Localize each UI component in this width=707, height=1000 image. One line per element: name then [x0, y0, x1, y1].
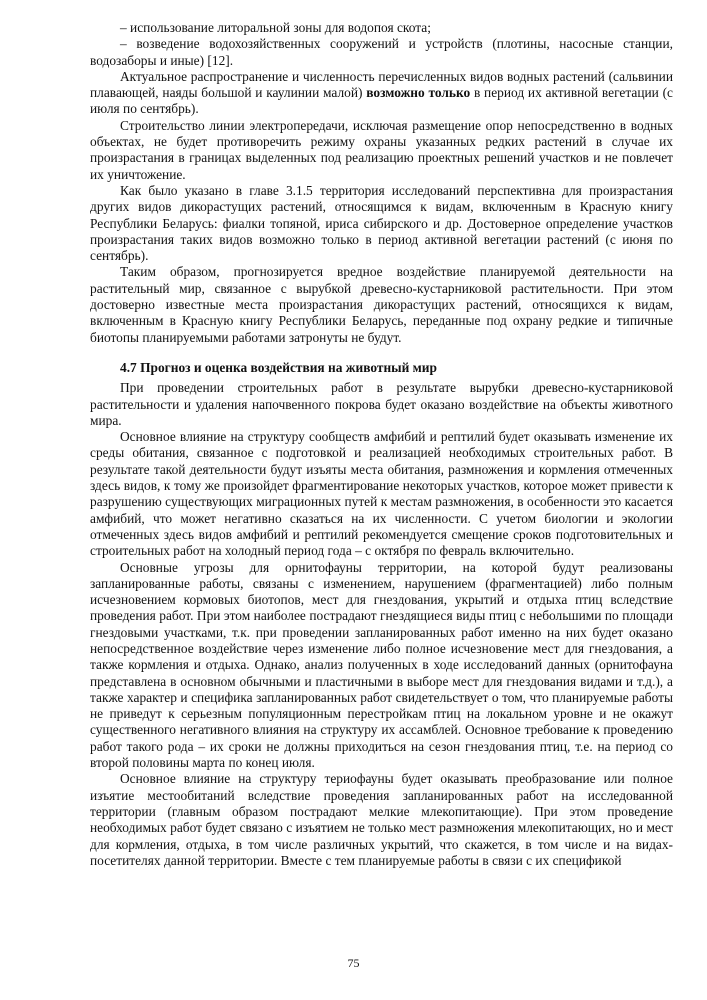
- paragraph-birds: Основные угрозы для орнитофауны территории, на которой будут реализованы запланированные работы, связаны с изменением, нарушением (фрагментацией) либо полным исчезновением кормовых биотопов, мест для гнездования, укрытий и отдыха птиц вследствие проведения работ. При этом наиболее пострадают гнездящиеся виды птиц с небольшими по площади гнездовыми участками, т.к. при проведении запланированных работ именно на них будет оказано непосредственное воздействие через изменение либо полное исчезновение мест для гнездования, а также кормления и отдыха. Однако, анализ полученных в ходе исследований данных (орнитофауна представлена в основном обычными и пластичными в выборе мест для гнездования видами и т.д.), а также характер и специфика запланированных работ свидетельствует о том, что планируемые работы не приведут к серьезным популяционным перестройкам птиц на локальном уровне и не окажут существенного негативного влияния на структуру их ассамблей. Основное требование к проведению работ такого рода – их сроки не должны приходиться на сезон гнездования птиц, т.е. на период со второй половины марта по конец июля.: [90, 559, 673, 771]
- paragraph-conclusion-flora: Таким образом, прогнозируется вредное воздействие планируемой деятельности на растительный мир, связанное с вырубкой древесно-кустарниковой растительности. При этом достоверно известные места произрастания дикорастущих растений, относящихся к видам, включенным в Красную книгу Республики Беларусь, переданные под охрану редкие и типичные биотопы планируемыми работами затронуты не будут.: [90, 264, 673, 345]
- paragraph-aquatic-plants-end: в период их активной вегетации (с июля по сентябрь).: [90, 85, 673, 117]
- paragraph-power-line: Строительство линии электропередачи, исключая размещение опор непосредственно в водных объектах, не будет противоречить режиму охраны указанных редких растений в случае их произрастания в границах выделенных под реализацию проектных решений участков и не повлечет их уничтожение.: [90, 117, 673, 182]
- paragraph-aquatic-plants-start: Актуальное распространение и численность перечисленных видов водных растений (сальвинии плавающей, наяды большой и каулинии малой): [90, 68, 673, 101]
- paragraph-aquatic-plants: [90, 69, 673, 118]
- bold-emphasis: возможно только: [366, 85, 471, 101]
- paragraph-watering: – использование литоральной зоны для водопоя скота;: [120, 20, 431, 35]
- section-heading: 4.7 Прогноз и оценка воздействия на животный мир: [120, 359, 437, 375]
- paragraph-amphibians: Основное влияние на структуру сообществ амфибий и рептилий будет оказывать изменение их среды обитания, связанное с подготовкой и реализацией необходимых строительных работ. В результате такой деятельности будут изъяты места обитания, размножения и кормления отмеченных здесь видов, к тому же произойдет фрагментирование некоторых участков, которое может привести к разрушению существующих миграционных путей к местам размножения, в особенности это касается амфибий, что может негативно сказаться на их численности. С учетом биологии и экологии отмеченных здесь видов амфибий и рептилий рекомендуется смещение сроков подготовительных и строительных работ на холодный период года – с октября по февраль включительно.: [90, 429, 673, 559]
- page-number: 75: [347, 956, 360, 970]
- paragraph-mammals: Основное влияние на структуру териофауны будет оказывать преобразование или полное изъятие местообитаний вследствие проведения запланированных работ на исследованной территории (главным образом пострадают мелкие млекопитающие). При этом проведение необходимых работ будет связано с изъятием не только мест размножения млекопитающих, но и мест для кормления, отдыха, в том числе различных укрытий, что скажется, в том числе и на видах-посетителях данной территории. Вместе с тем планируемые работы в связи с их спецификой: [90, 771, 673, 868]
- paragraph-wild-plants: Как было указано в главе 3.1.5 территория исследований перспективна для произрастания других видов дикорастущих растений, относящимся к видам, включенным в Красную книгу Республики Беларусь: фиалки топяной, ириса сибирского и др. Достоверное определение участков произрастания таких видов возможно только в период активной вегетации растений (с июня по сентябрь).: [90, 182, 673, 264]
- paragraph-structures: – возведение водохозяйственных сооружений и устройств (плотины, насосные станции, водозаборы и иные) [12].: [90, 36, 673, 68]
- paragraph-fauna-intro: При проведении строительных работ в результате вырубки древесно-кустарниковой растительности и удаления напочвенного покрова будет оказано воздействие на объекты животного мира.: [90, 380, 673, 428]
- document-page: [90, 20, 673, 869]
